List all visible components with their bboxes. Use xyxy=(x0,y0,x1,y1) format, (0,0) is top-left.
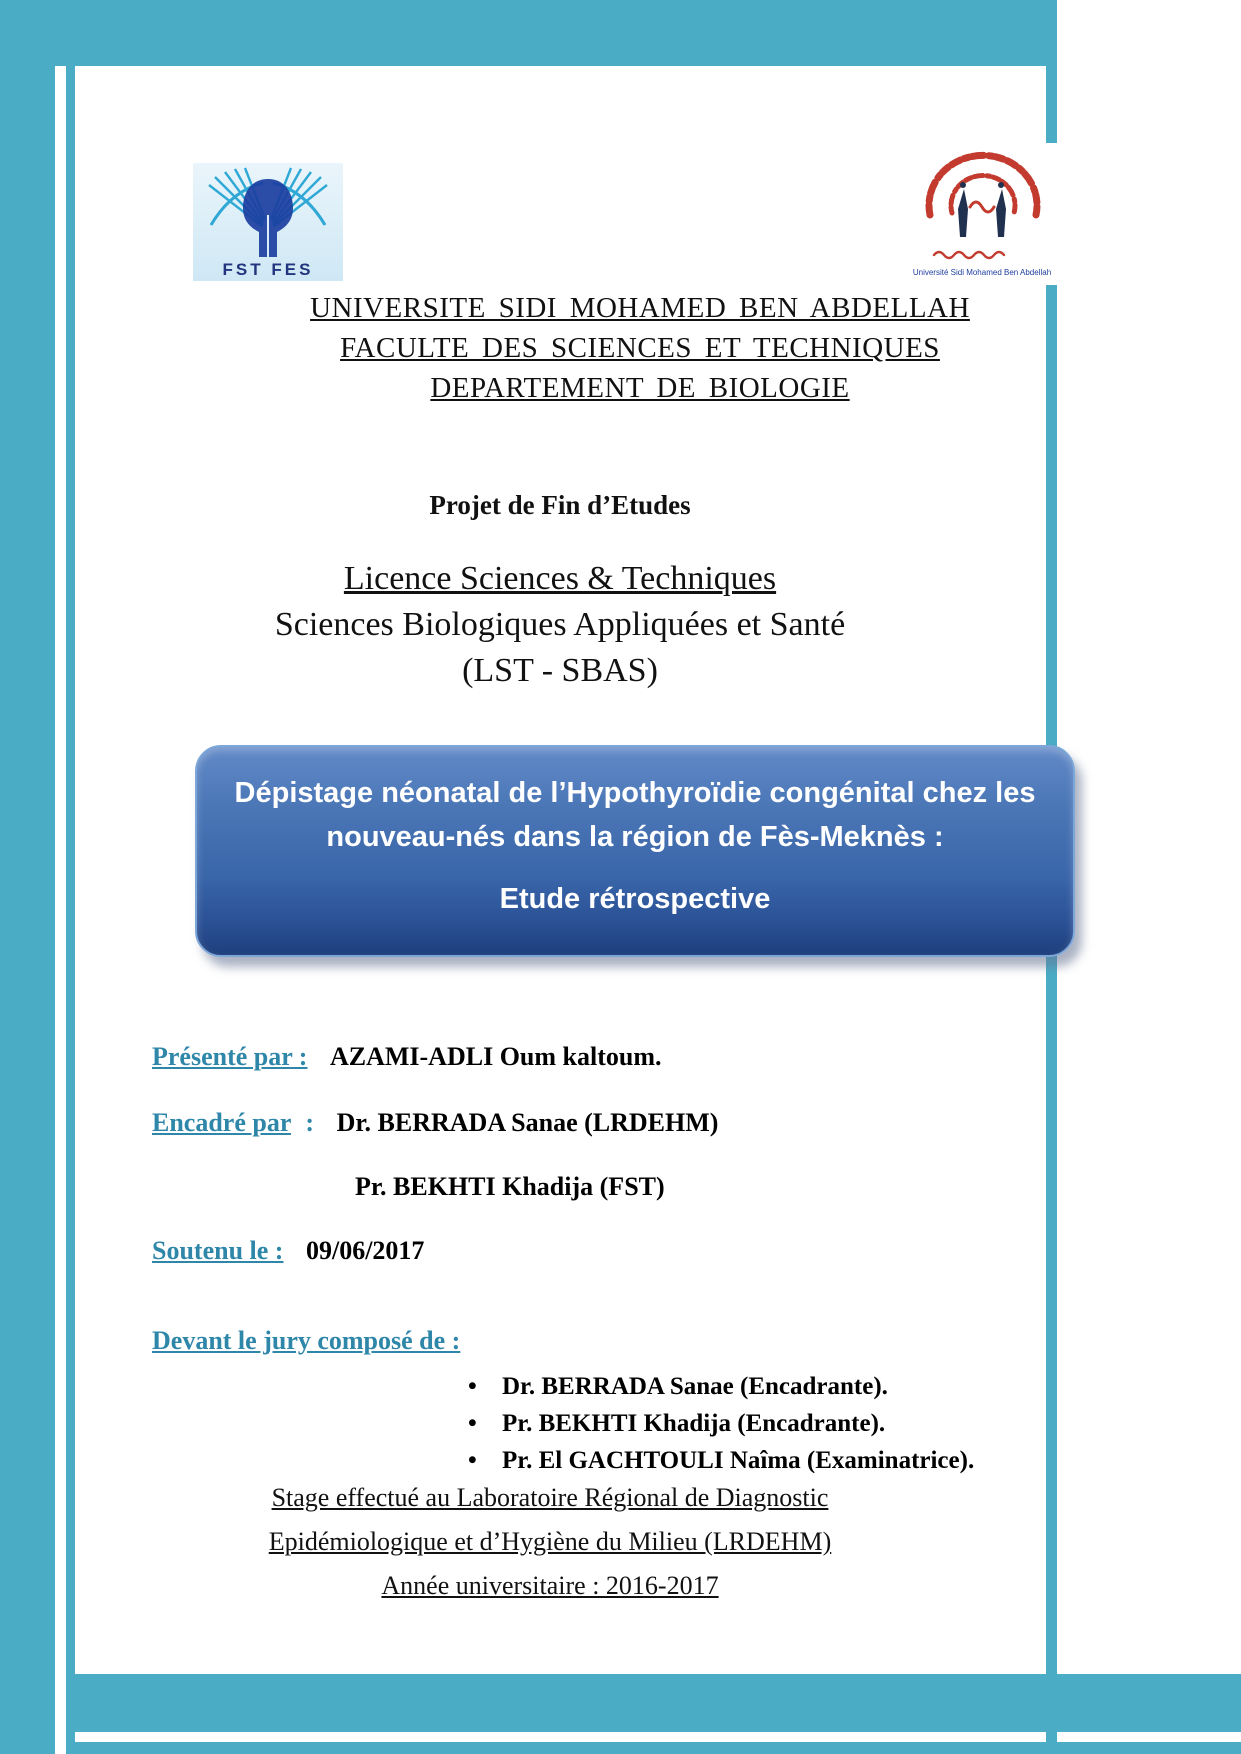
jury-heading-label: Devant le jury composé de : xyxy=(152,1326,461,1355)
faculty-name: FACULTE DES SCIENCES ET TECHNIQUES xyxy=(340,332,940,364)
jury-member-3 xyxy=(468,1442,1088,1479)
degree-name: Licence Sciences & Techniques xyxy=(343,560,777,597)
jury-member-2 xyxy=(468,1405,1088,1442)
jury-member-1 xyxy=(468,1368,1088,1405)
jury-list xyxy=(468,1368,1088,1479)
thesis-subtitle: Etude rétrospective xyxy=(499,883,771,915)
department-name: DEPARTEMENT DE BIOLOGIE xyxy=(430,372,850,404)
frame-top-bar xyxy=(0,0,1052,66)
university-seal-logo xyxy=(898,143,1066,285)
degree-abbreviation: (LST - SBAS) xyxy=(462,652,658,689)
bullet-icon: • xyxy=(468,1373,477,1400)
frame-bottom-strip xyxy=(66,1742,1241,1754)
defense-date-row xyxy=(152,1236,1092,1266)
fst-fes-logo-graphic xyxy=(193,163,343,281)
supervised-by-label: Encadré par xyxy=(152,1108,291,1137)
defense-date-value: 09/06/2017 xyxy=(305,1236,425,1265)
jury-member-1-text: Dr. BERRADA Sanae (Encadrante). xyxy=(502,1373,888,1400)
thesis-title-line1: Dépistage néonatal de l’Hypothyroïdie congénital chez les xyxy=(234,777,1036,809)
bullet-icon: • xyxy=(468,1410,477,1437)
frame-left-bar xyxy=(0,0,55,1754)
supervised-by-row xyxy=(152,1108,1092,1138)
internship-location-line2: Epidémiologique et d’Hygiène du Milieu (LRDEHM) xyxy=(268,1527,832,1556)
jury-heading-row xyxy=(152,1326,1092,1356)
supervised-by-colon: : xyxy=(305,1108,315,1137)
university-name: UNIVERSITE SIDI MOHAMED BEN ABDELLAH xyxy=(310,292,970,324)
jury-member-2-text: Pr. BEKHTI Khadija (Encadrante). xyxy=(502,1410,886,1437)
academic-year: Année universitaire : 2016-2017 xyxy=(381,1571,719,1600)
thesis-title-box xyxy=(195,745,1075,957)
presented-by-row xyxy=(152,1042,1092,1072)
bullet-icon: • xyxy=(468,1447,477,1474)
specialty-name: Sciences Biologiques Appliquées et Santé xyxy=(274,606,846,643)
fst-fes-logo xyxy=(193,163,343,281)
supervisor-2-row xyxy=(355,1172,1241,1202)
university-seal-caption: Université Sidi Mohamed Ben Abdellah xyxy=(912,268,1052,277)
author-name: AZAMI-ADLI Oum kaltoum. xyxy=(329,1042,662,1071)
footer-block xyxy=(70,1476,1030,1608)
fst-fes-logo-text: FST FES xyxy=(222,260,314,279)
internship-location-line1: Stage effectué au Laboratoire Régional de Diagnostic xyxy=(271,1483,829,1512)
supervisor-2-name: Pr. BEKHTI Khadija (FST) xyxy=(355,1172,665,1201)
jury-member-3-text: Pr. El GACHTOULI Naîma (Examinatrice). xyxy=(502,1447,975,1474)
frame-bottom-bar xyxy=(66,1674,1241,1732)
university-seal-graphic xyxy=(898,143,1066,285)
thesis-title-line2: nouveau-nés dans la région de Fès-Meknès : xyxy=(326,821,944,853)
project-type-label: Projet de Fin d’Etudes xyxy=(429,490,691,520)
supervisor-1-name: Dr. BERRADA Sanae (LRDEHM) xyxy=(336,1108,719,1137)
institution-header xyxy=(160,288,1120,408)
degree-block xyxy=(80,556,1040,694)
presented-by-label: Présenté par : xyxy=(152,1042,308,1071)
defense-date-label: Soutenu le : xyxy=(152,1236,284,1265)
